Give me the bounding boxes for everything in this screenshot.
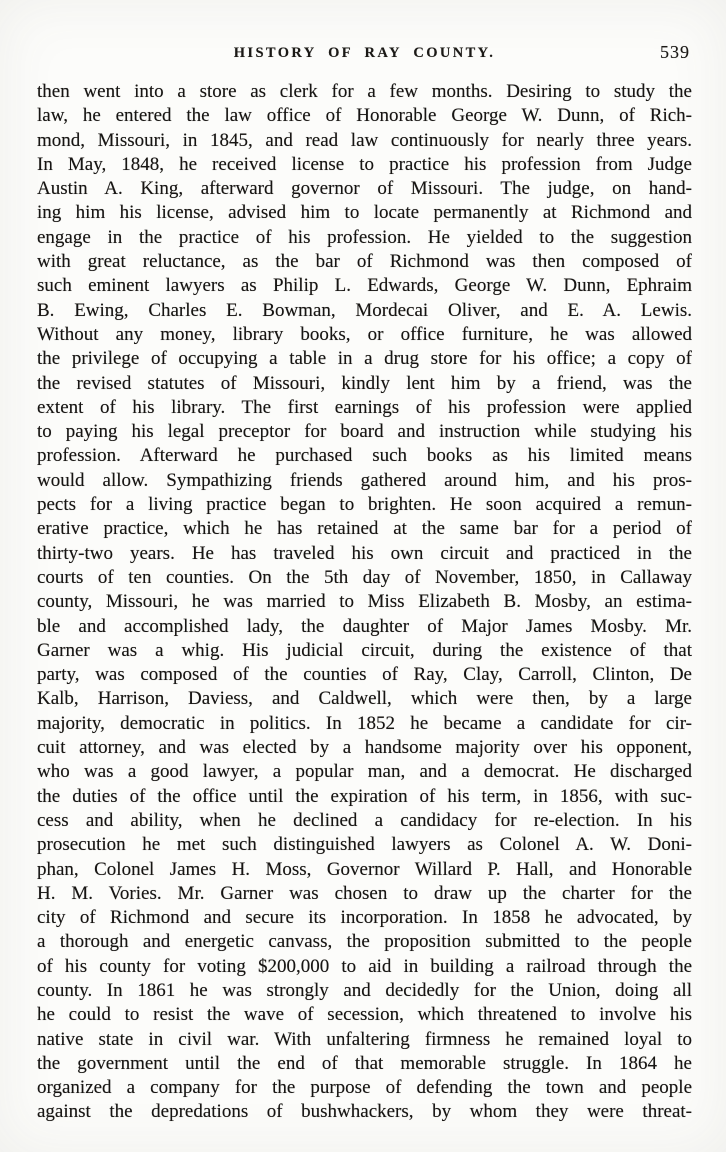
text-line: law, he entered the law office of Honorable George W. Dunn, of Rich-: [37, 105, 692, 127]
text-line: party, was composed of the counties of Ray, Clay, Carroll, Clinton, De: [37, 664, 692, 686]
text-line: extent of his library. The first earnings of his profession were applied: [37, 396, 692, 418]
text-line: courts of ten counties. On the 5th day of November, 1850, in Callaway: [37, 566, 692, 588]
text-line: of his county for voting $200,000 to aid in building a railroad through the: [37, 955, 692, 977]
text-line: prosecution he met such distinguished lawyers as Colonel A. W. Doni-: [37, 834, 692, 856]
text-line: then went into a store as clerk for a few months. Desiring to study the: [37, 81, 692, 102]
text-line: ble and accomplished lady, the daughter of Major James Mosby. Mr.: [37, 615, 692, 637]
text-line: the government until the end of that memorable struggle. In 1864 he: [37, 1052, 692, 1074]
text-line: cess and ability, when he declined a candidacy for re-election. In his: [37, 809, 692, 831]
text-line: engage in the practice of his profession. He yielded to the suggestion: [37, 226, 692, 248]
page-number: 539: [660, 42, 690, 62]
text-line: In May, 1848, he received license to practice his profession from Judge: [37, 153, 692, 175]
text-line: erative practice, which he has retained at the same bar for a period of: [37, 518, 692, 540]
text-line: a thorough and energetic canvass, the proposition submitted to the people: [37, 931, 692, 953]
text-line: mond, Missouri, in 1845, and read law continuously for nearly three years.: [37, 129, 692, 151]
running-header-title: HISTORY OF RAY COUNTY.: [233, 45, 496, 61]
text-line: the privilege of occupying a table in a drug store for his office; a copy of: [37, 348, 692, 370]
text-line: H. M. Vories. Mr. Garner was chosen to draw up the charter for the: [37, 882, 692, 904]
text-line: Garner was a whig. His judicial circuit, during the existence of that: [37, 639, 692, 661]
text-line: organized a company for the purpose of defending the town and people: [37, 1077, 692, 1099]
text-line: profession. Afterward he purchased such books as his limited means: [37, 445, 692, 467]
text-line: phan, Colonel James H. Moss, Governor Willard P. Hall, and Honorable: [37, 858, 692, 880]
text-line: B. Ewing, Charles E. Bowman, Mordecai Oliver, and E. A. Lewis.: [37, 299, 692, 321]
text-line: county, Missouri, he was married to Miss Elizabeth B. Mosby, an estima-: [37, 591, 692, 613]
text-line: native state in civil war. With unfaltering firmness he remained loyal to: [37, 1028, 692, 1050]
running-header: [37, 42, 692, 67]
text-line: with great reluctance, as the bar of Richmond was then composed of: [37, 251, 692, 273]
text-line: pects for a living practice began to brighten. He soon acquired a remun-: [37, 494, 692, 516]
text-line: Austin A. King, afterward governor of Missouri. The judge, on hand-: [37, 178, 692, 200]
text-line: to paying his legal preceptor for board and instruction while studying his: [37, 421, 692, 443]
text-line: such eminent lawyers as Philip L. Edwards, George W. Dunn, Ephraim: [37, 275, 692, 297]
text-line: Without any money, library books, or office furniture, he was allowed: [37, 323, 692, 345]
text-line: against the depredations of bushwhackers, by whom they were threat-: [37, 1101, 692, 1123]
text-line: the duties of the office until the expiration of his term, in 1856, with suc-: [37, 785, 692, 807]
page-body: [37, 80, 692, 1125]
text-line: would allow. Sympathizing friends gathered around him, and his pros-: [37, 469, 692, 491]
text-line: who was a good lawyer, a popular man, and a democrat. He discharged: [37, 761, 692, 783]
text-line: ing him his license, advised him to locate permanently at Richmond and: [37, 202, 692, 224]
text-line: thirty-two years. He has traveled his own circuit and practiced in the: [37, 542, 692, 564]
text-line: county. In 1861 he was strongly and decidedly for the Union, doing all: [37, 979, 692, 1001]
text-line: Kalb, Harrison, Daviess, and Caldwell, which were then, by a large: [37, 688, 692, 710]
text-line: majority, democratic in politics. In 1852 he became a candidate for cir-: [37, 712, 692, 734]
text-line: cuit attorney, and was elected by a handsome majority over his opponent,: [37, 737, 692, 759]
text-line: city of Richmond and secure its incorporation. In 1858 he advocated, by: [37, 907, 692, 929]
text-line: the revised statutes of Missouri, kindly lent him by a friend, was the: [37, 372, 692, 394]
text-line: he could to resist the wave of secession, which threatened to involve his: [37, 1004, 692, 1026]
